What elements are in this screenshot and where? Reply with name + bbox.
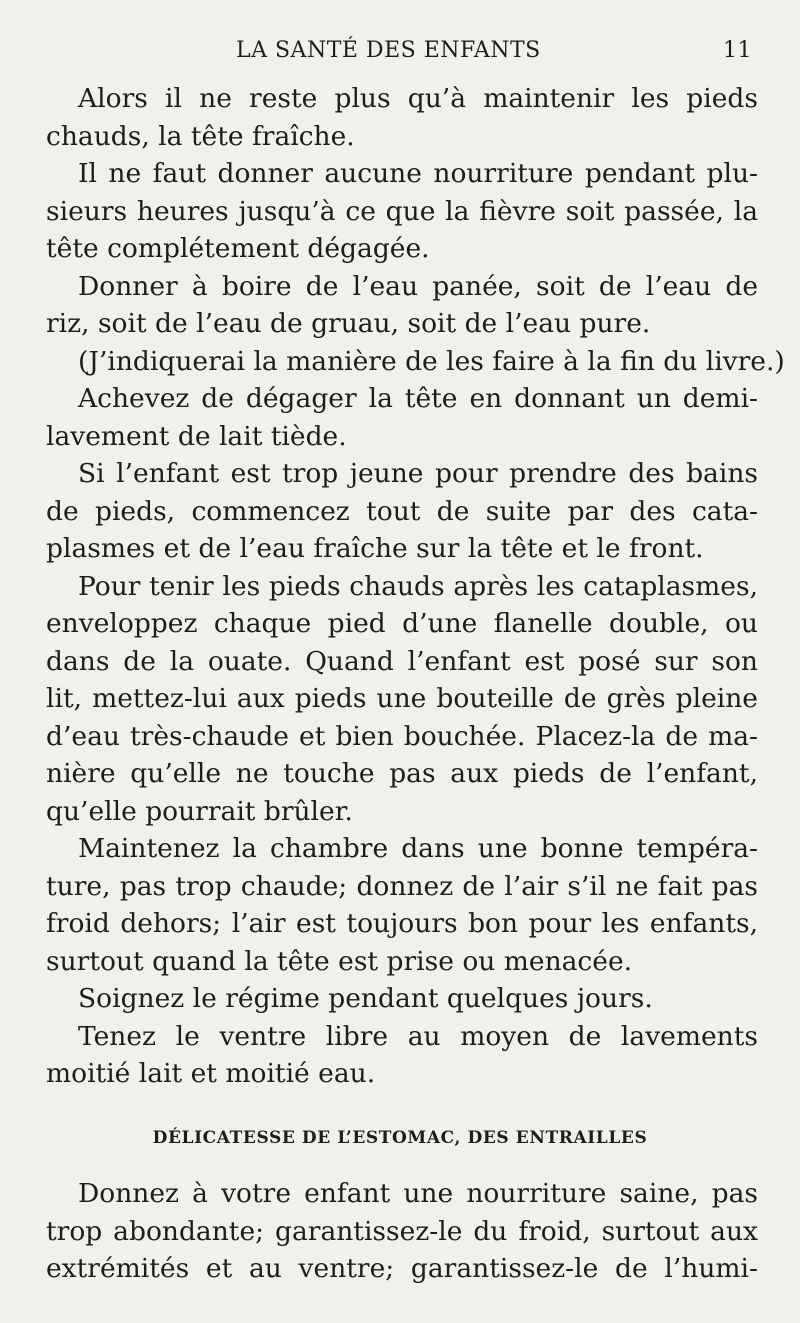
- text-line: Soignez le régime pendant quelques jours.: [78, 983, 653, 1014]
- text-line: de pieds, commencez tout de suite par des cata-: [46, 495, 758, 527]
- text-line: extrémités et au ventre; garantissez-le de l’humi-: [46, 1253, 758, 1284]
- text-line: sieurs heures jusqu’à ce que la fièvre soit passée, la: [46, 195, 758, 227]
- text-line: Achevez de dégager la tête en donnant un demi-: [78, 383, 758, 414]
- text-line: ture, pas trop chaude; donnez de l’air s’il ne fait pas: [46, 870, 758, 902]
- text-line: chauds, la tête fraîche.: [46, 120, 355, 152]
- text-line: riz, soit de l’eau de gruau, soit de l’eau pure.: [46, 308, 651, 339]
- running-title: LA SANTÉ DES ENFANTS: [236, 38, 541, 63]
- text-line: (J’indiquerai la manière de les faire à la fin du livre.): [78, 345, 785, 377]
- text-line: qu’elle pourrait brûler.: [46, 795, 353, 827]
- section-heading: DÉLICATESSE DE L’ESTOMAC, DES ENTRAILLES: [152, 1128, 648, 1148]
- text-line: tête complétement dégagée.: [46, 233, 430, 264]
- text-line: Maintenez la chambre dans une bonne tempéra-: [78, 833, 758, 864]
- page-header: [0, 30, 800, 70]
- text-line: moitié lait et moitié eau.: [46, 1058, 376, 1089]
- text-line: enveloppez chaque pied d’une flanelle double, ou: [46, 608, 758, 639]
- text-line: Tenez le ventre libre au moyen de lavements: [78, 1020, 758, 1052]
- text-line: trop abondante; garantissez-le du froid, surtout aux: [46, 1215, 758, 1247]
- text-line: Pour tenir les pieds chauds après les cataplasmes,: [78, 570, 758, 602]
- text-line: nière qu’elle ne touche pas aux pieds de l’enfant,: [46, 758, 758, 789]
- text-line: lit, mettez-lui aux pieds une bouteille de grès pleine: [46, 683, 758, 714]
- text-line: Donnez à votre enfant une nourriture saine, pas: [78, 1178, 758, 1209]
- text-line: surtout quand la tête est prise ou menacée.: [46, 945, 633, 977]
- body-text-continued: [46, 1175, 758, 1288]
- text-line: Il ne faut donner aucune nourriture pendant plu-: [78, 158, 758, 189]
- page-number: 11: [723, 38, 752, 63]
- text-line: Alors il ne reste plus qu’à maintenir les pieds: [78, 83, 758, 114]
- body-text: [46, 80, 785, 1093]
- text-line: froid dehors; l’air est toujours bon pour les enfants,: [46, 908, 758, 939]
- text-line: dans de la ouate. Quand l’enfant est posé sur son: [46, 645, 758, 677]
- text-line: plasmes et de l’eau fraîche sur la tête et le front.: [46, 533, 704, 564]
- text-line: lavement de lait tiède.: [46, 420, 347, 452]
- text-line: Donner à boire de l’eau panée, soit de l’eau de: [78, 270, 758, 302]
- text-line: Si l’enfant est trop jeune pour prendre des bains: [78, 458, 758, 489]
- text-line: d’eau très-chaude et bien bouchée. Placez-la de ma-: [46, 720, 758, 752]
